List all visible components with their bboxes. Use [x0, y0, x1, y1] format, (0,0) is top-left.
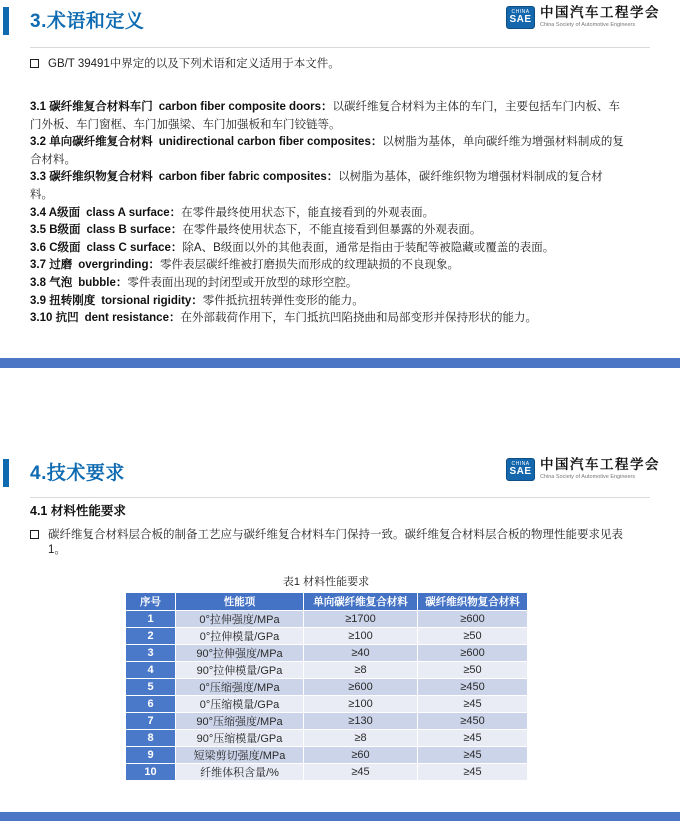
section-heading: 4.1 材料性能要求 [30, 504, 126, 518]
uni-value-cell: ≥8 [304, 662, 418, 679]
fabric-value-cell: ≥600 [418, 611, 528, 628]
sae-logo-icon [506, 6, 535, 29]
term-item: 3.5 B级面 class B surface：在零件最终使用状态下，不能直接看到但暴露的外观表面。 [30, 224, 482, 237]
logo-china-text: CHINA [511, 461, 530, 467]
property-cell: 0°压缩强度/MPa [176, 679, 304, 696]
col-header: 性能项 [176, 593, 304, 611]
table-header-row [126, 593, 528, 611]
table-row [126, 730, 528, 747]
term-item: 3.4 A级面 class A surface：在零件最终使用状态下，能直接看到的外观表面。 [30, 206, 435, 219]
property-cell: 90°拉伸模量/GPa [176, 662, 304, 679]
slide2-title: 4.技术要求 [30, 463, 125, 484]
logo-sae-text: SAE [509, 14, 532, 25]
property-cell: 90°压缩强度/MPa [176, 713, 304, 730]
fabric-value-cell: ≥45 [418, 747, 528, 764]
property-cell: 短梁剪切强度/MPa [176, 747, 304, 764]
fabric-value-cell: ≥450 [418, 713, 528, 730]
csae-logo [506, 6, 660, 29]
fabric-value-cell: ≥45 [418, 730, 528, 747]
property-cell: 0°拉伸模量/GPa [176, 628, 304, 645]
table-row [126, 645, 528, 662]
row-index: 8 [126, 730, 176, 747]
property-cell: 0°压缩模量/GPa [176, 696, 304, 713]
uni-value-cell: ≥40 [304, 645, 418, 662]
term-item: 3.1 碳纤维复合材料车门 carbon fiber composite doors：以碳纤维复合材料为主体的车门，主要包括车门内板、车门外板、车门窗框、车门加强梁、车门加强板和车门铰链等。 [30, 101, 621, 131]
property-cell: 90°拉伸强度/MPa [176, 645, 304, 662]
logo-org-name-zh: 中国汽车工程学会 [540, 457, 660, 472]
slide1-bottom-bar [0, 358, 680, 368]
fabric-value-cell: ≥600 [418, 645, 528, 662]
uni-value-cell: ≥600 [304, 679, 418, 696]
slide1-title: 3.术语和定义 [30, 11, 145, 32]
term-item: 3.2 单向碳纤维复合材料 unidirectional carbon fiber composites：以树脂为基体，单向碳纤维为增强材料制成的复合材料。 [30, 136, 624, 166]
uni-value-cell: ≥8 [304, 730, 418, 747]
term-item: 3.10 抗凹 dent resistance：在外部载荷作用下，车门抵抗凹陷挠曲和局部变形并保持形状的能力。 [30, 312, 537, 325]
table-row [126, 747, 528, 764]
table-row [126, 662, 528, 679]
header-divider [30, 47, 650, 48]
logo-org-name-en: China Society of Automotive Engineers [540, 473, 636, 480]
table-row [126, 764, 528, 781]
terms-list [30, 99, 624, 328]
table-row [126, 696, 528, 713]
term-item: 3.6 C级面 class C surface：除A、B级面以外的其他表面，通常是指由于装配等被隐藏或覆盖的表面。 [30, 241, 555, 254]
logo-sae-text: SAE [509, 466, 532, 477]
fabric-value-cell: ≥45 [418, 696, 528, 713]
col-header: 序号 [126, 593, 176, 611]
uni-value-cell: ≥130 [304, 713, 418, 730]
row-index: 9 [126, 747, 176, 764]
fabric-value-cell: ≥45 [418, 764, 528, 781]
uni-value-cell: ≥1700 [304, 611, 418, 628]
intro-bullet [30, 57, 630, 72]
sae-logo-icon [506, 458, 535, 481]
header-divider [30, 497, 650, 498]
logo-org-name-en: China Society of Automotive Engineers [540, 21, 636, 28]
table-row [126, 713, 528, 730]
term-item: 3.9 扭转刚度 torsional rigidity：零件抵抗扭转弹性变形的能力。 [30, 294, 364, 307]
col-header: 单向碳纤维复合材料 [304, 593, 418, 611]
slide2-bottom-bar [0, 812, 680, 821]
term-item: 3.7 过磨 overgrinding：零件表层碳纤维被打磨损失而形成的纹理缺损的不良现象。 [30, 259, 459, 272]
title-accent-bar [3, 7, 9, 35]
fabric-value-cell: ≥50 [418, 662, 528, 679]
row-index: 10 [126, 764, 176, 781]
table-row [126, 628, 528, 645]
row-index: 7 [126, 713, 176, 730]
intro-bullet-text: GB/T 39491中界定的以及下列术语和定义适用于本文件。 [48, 58, 340, 70]
csae-logo [506, 458, 660, 481]
material-requirement-bullet [30, 528, 630, 558]
property-cell: 0°拉伸强度/MPa [176, 611, 304, 628]
row-index: 1 [126, 611, 176, 628]
material-requirement-text: 碳纤维复合材料层合板的制备工艺应与碳纤维复合材料车门保持一致。碳纤维复合材料层合板的物理性能要求见表1。 [48, 529, 623, 556]
property-cell: 纤维体积含量/% [176, 764, 304, 781]
uni-value-cell: ≥45 [304, 764, 418, 781]
fabric-value-cell: ≥450 [418, 679, 528, 696]
logo-china-text: CHINA [511, 9, 530, 15]
uni-value-cell: ≥60 [304, 747, 418, 764]
row-index: 4 [126, 662, 176, 679]
slide-terms-definitions [0, 0, 680, 368]
row-index: 3 [126, 645, 176, 662]
uni-value-cell: ≥100 [304, 628, 418, 645]
material-performance-table [125, 592, 528, 781]
table-row [126, 679, 528, 696]
logo-org-name-zh: 中国汽车工程学会 [540, 5, 660, 20]
row-index: 6 [126, 696, 176, 713]
square-bullet-icon [30, 59, 39, 68]
col-header: 碳纤维织物复合材料 [418, 593, 528, 611]
title-accent-bar [3, 459, 9, 487]
table-row [126, 611, 528, 628]
row-index: 5 [126, 679, 176, 696]
row-index: 2 [126, 628, 176, 645]
uni-value-cell: ≥100 [304, 696, 418, 713]
property-cell: 90°压缩模量/GPa [176, 730, 304, 747]
term-item: 3.3 碳纤维织物复合材料 carbon fiber fabric composites：以树脂为基体，碳纤维织物为增强材料制成的复合材料。 [30, 171, 603, 201]
fabric-value-cell: ≥50 [418, 628, 528, 645]
term-item: 3.8 气泡 bubble：零件表面出现的封闭型或开放型的球形空腔。 [30, 276, 358, 289]
square-bullet-icon [30, 530, 39, 539]
slide-technical-requirements [0, 440, 680, 821]
table-caption: 表1 材料性能要求 [282, 576, 370, 588]
